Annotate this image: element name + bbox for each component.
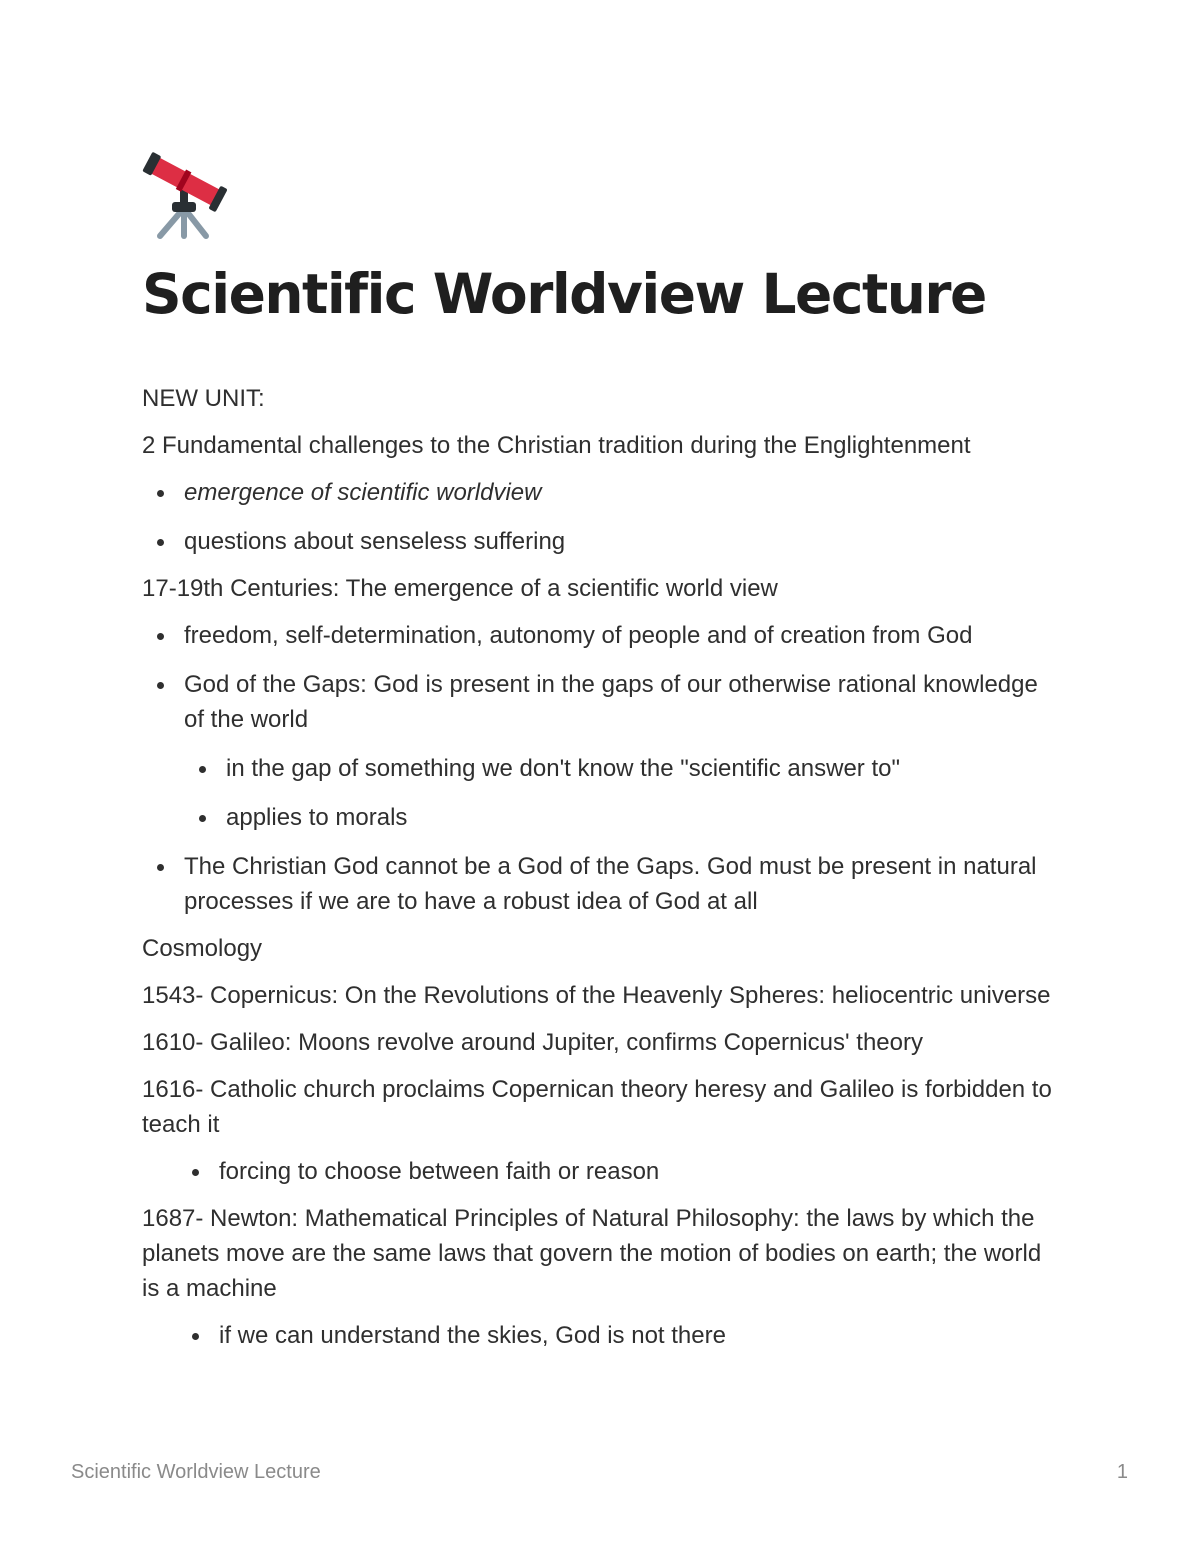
- challenges-list: [142, 475, 1052, 559]
- list-item: questions about senseless suffering: [142, 524, 1052, 559]
- centuries-paragraph: 17-19th Centuries: The emergence of a scientific world view: [142, 575, 778, 602]
- telescope-icon: [142, 150, 232, 242]
- footer-page-number: 1: [1116, 1461, 1128, 1483]
- page-content: [142, 150, 1052, 1353]
- list-item: freedom, self-determination, autonomy of people and of creation from God: [142, 618, 1052, 653]
- cosmology-heading: Cosmology: [142, 935, 263, 962]
- list-item: if we can understand the skies, God is not there: [142, 1318, 1052, 1353]
- footer-title: Scientific Worldview Lecture: [71, 1461, 321, 1483]
- list-item: applies to morals: [184, 800, 1052, 835]
- challenges-paragraph: 2 Fundamental challenges to the Christian tradition during the Englightenment: [142, 432, 971, 459]
- list-item-gaps: [142, 667, 1052, 835]
- newton-list: [142, 1318, 1052, 1353]
- church-paragraph: 1616- Catholic church proclaims Copernican theory heresy and Galileo is forbidden to teach it: [142, 1076, 1052, 1138]
- list-item: emergence of scientific worldview: [142, 475, 1052, 510]
- church-list: [142, 1154, 1052, 1189]
- list-item-text: God of the Gaps: God is present in the gaps of our otherwise rational knowledge of the world: [184, 671, 1038, 733]
- page-title: Scientific Worldview Lecture: [142, 262, 986, 326]
- gaps-sublist: [184, 751, 1052, 835]
- list-item: forcing to choose between faith or reason: [142, 1154, 1052, 1189]
- list-item: The Christian God cannot be a God of the Gaps. God must be present in natural processes if we are to have a robust idea of God at all: [142, 849, 1052, 919]
- list-item: in the gap of something we don't know the "scientific answer to": [184, 751, 1052, 786]
- galileo-paragraph: 1610- Galileo: Moons revolve around Jupiter, confirms Copernicus' theory: [142, 1029, 923, 1056]
- new-unit-label: NEW UNIT:: [142, 385, 265, 412]
- centuries-list: [142, 618, 1052, 919]
- newton-paragraph: 1687- Newton: Mathematical Principles of Natural Philosophy: the laws by which the planets move are the same laws that govern the motion of bodies on earth; the world is a machine: [142, 1205, 1042, 1302]
- copernicus-paragraph: 1543- Copernicus: On the Revolutions of the Heavenly Spheres: heliocentric universe: [142, 982, 1051, 1009]
